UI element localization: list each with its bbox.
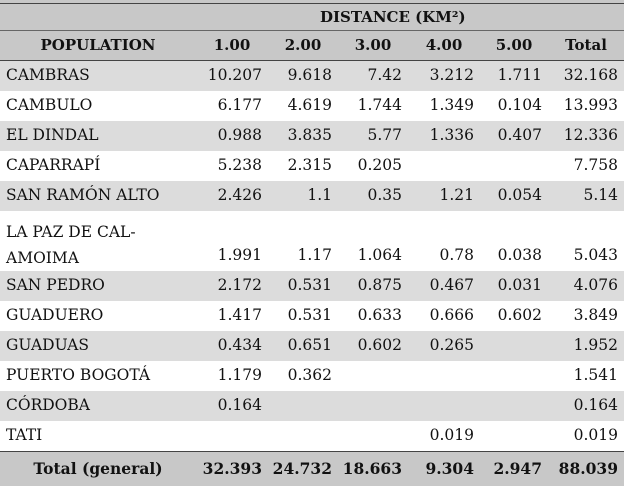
column-header-5: 5.00 bbox=[480, 31, 548, 61]
population-name: TATI bbox=[0, 421, 196, 452]
cell-value: 0.666 bbox=[408, 301, 480, 331]
table-row bbox=[0, 181, 624, 211]
cell-value: 0.265 bbox=[408, 331, 480, 361]
row-total: 4.076 bbox=[548, 271, 624, 301]
population-name: PUERTO BOGOTÁ bbox=[0, 361, 196, 391]
population-name: EL DINDAL bbox=[0, 121, 196, 151]
population-name: CÓRDOBA bbox=[0, 391, 196, 421]
cell-value: 0.054 bbox=[480, 181, 548, 211]
total-value: 2.947 bbox=[480, 452, 548, 486]
distance-header-row bbox=[0, 4, 624, 31]
column-header-2: 2.00 bbox=[268, 31, 338, 61]
table-row bbox=[0, 61, 624, 92]
population-name: CAMBULO bbox=[0, 91, 196, 121]
table-row bbox=[0, 151, 624, 181]
cell-value: 1.336 bbox=[408, 121, 480, 151]
cell-value: 1.991 bbox=[196, 211, 268, 271]
cell-value: 0.362 bbox=[268, 361, 338, 391]
row-total: 32.168 bbox=[548, 61, 624, 92]
cell-value bbox=[338, 421, 408, 452]
cell-value: 1.17 bbox=[268, 211, 338, 271]
row-total: 0.164 bbox=[548, 391, 624, 421]
cell-value: 1.349 bbox=[408, 91, 480, 121]
cell-value bbox=[480, 361, 548, 391]
table-row bbox=[0, 331, 624, 361]
cell-value: 0.35 bbox=[338, 181, 408, 211]
table-row bbox=[0, 361, 624, 391]
cell-value: 1.21 bbox=[408, 181, 480, 211]
grand-total: 88.039 bbox=[548, 452, 624, 486]
cell-value: 2.315 bbox=[268, 151, 338, 181]
cell-value: 1.744 bbox=[338, 91, 408, 121]
cell-value: 9.618 bbox=[268, 61, 338, 92]
cell-value bbox=[408, 361, 480, 391]
column-header-3: 3.00 bbox=[338, 31, 408, 61]
cell-value: 10.207 bbox=[196, 61, 268, 92]
cell-value: 0.205 bbox=[338, 151, 408, 181]
total-label: Total (general) bbox=[0, 452, 196, 486]
row-total: 1.541 bbox=[548, 361, 624, 391]
cell-value: 5.77 bbox=[338, 121, 408, 151]
cell-value: 0.651 bbox=[268, 331, 338, 361]
cell-value: 3.835 bbox=[268, 121, 338, 151]
cell-value bbox=[480, 331, 548, 361]
cell-value bbox=[338, 361, 408, 391]
cell-value: 0.78 bbox=[408, 211, 480, 271]
population-name: GUADUERO bbox=[0, 301, 196, 331]
distance-header: DISTANCE (KM²) bbox=[196, 4, 624, 31]
cell-value: 4.619 bbox=[268, 91, 338, 121]
row-total: 5.14 bbox=[548, 181, 624, 211]
population-name: GUADUAS bbox=[0, 331, 196, 361]
cell-value: 1.711 bbox=[480, 61, 548, 92]
total-value: 32.393 bbox=[196, 452, 268, 486]
cell-value: 0.531 bbox=[268, 271, 338, 301]
cell-value: 2.426 bbox=[196, 181, 268, 211]
cell-value bbox=[480, 391, 548, 421]
cell-value: 0.434 bbox=[196, 331, 268, 361]
cell-value: 0.988 bbox=[196, 121, 268, 151]
cell-value: 0.602 bbox=[480, 301, 548, 331]
population-name: LA PAZ DE CAL- AMOIMA bbox=[0, 211, 196, 271]
row-total: 1.952 bbox=[548, 331, 624, 361]
column-header-total: Total bbox=[548, 31, 624, 61]
cell-value: 0.407 bbox=[480, 121, 548, 151]
population-name: SAN RAMÓN ALTO bbox=[0, 181, 196, 211]
row-total: 12.336 bbox=[548, 121, 624, 151]
cell-value: 6.177 bbox=[196, 91, 268, 121]
cell-value: 2.172 bbox=[196, 271, 268, 301]
cell-value bbox=[196, 421, 268, 452]
cell-value: 1.417 bbox=[196, 301, 268, 331]
cell-value bbox=[268, 391, 338, 421]
population-name: CAMBRAS bbox=[0, 61, 196, 92]
column-header-population: POPULATION bbox=[0, 31, 196, 61]
population-name: CAPARRAPÍ bbox=[0, 151, 196, 181]
row-total: 3.849 bbox=[548, 301, 624, 331]
cell-value: 5.238 bbox=[196, 151, 268, 181]
table-row bbox=[0, 301, 624, 331]
cell-value: 1.179 bbox=[196, 361, 268, 391]
cell-value bbox=[338, 391, 408, 421]
column-header-row bbox=[0, 31, 624, 61]
cell-value: 0.164 bbox=[196, 391, 268, 421]
table-row bbox=[0, 421, 624, 452]
cell-value: 1.064 bbox=[338, 211, 408, 271]
total-value: 9.304 bbox=[408, 452, 480, 486]
table-row bbox=[0, 91, 624, 121]
table-row bbox=[0, 121, 624, 151]
cell-value: 7.42 bbox=[338, 61, 408, 92]
column-header-1: 1.00 bbox=[196, 31, 268, 61]
row-total: 7.758 bbox=[548, 151, 624, 181]
total-value: 18.663 bbox=[338, 452, 408, 486]
cell-value: 0.531 bbox=[268, 301, 338, 331]
cell-value: 0.467 bbox=[408, 271, 480, 301]
table-row bbox=[0, 271, 624, 301]
cell-value bbox=[408, 391, 480, 421]
row-total: 13.993 bbox=[548, 91, 624, 121]
row-total: 5.043 bbox=[548, 211, 624, 271]
total-value: 24.732 bbox=[268, 452, 338, 486]
total-row bbox=[0, 452, 624, 486]
cell-value: 3.212 bbox=[408, 61, 480, 92]
cell-value: 0.019 bbox=[408, 421, 480, 452]
column-header-4: 4.00 bbox=[408, 31, 480, 61]
cell-value: 1.1 bbox=[268, 181, 338, 211]
cell-value: 0.602 bbox=[338, 331, 408, 361]
row-total: 0.019 bbox=[548, 421, 624, 452]
cell-value: 0.633 bbox=[338, 301, 408, 331]
cell-value: 0.031 bbox=[480, 271, 548, 301]
cell-value: 0.875 bbox=[338, 271, 408, 301]
population-name: SAN PEDRO bbox=[0, 271, 196, 301]
cell-value bbox=[480, 421, 548, 452]
cell-value: 0.038 bbox=[480, 211, 548, 271]
cell-value: 0.104 bbox=[480, 91, 548, 121]
cell-value bbox=[480, 151, 548, 181]
cell-value bbox=[268, 421, 338, 452]
table-row bbox=[0, 391, 624, 421]
table-row bbox=[0, 211, 624, 271]
cell-value bbox=[408, 151, 480, 181]
